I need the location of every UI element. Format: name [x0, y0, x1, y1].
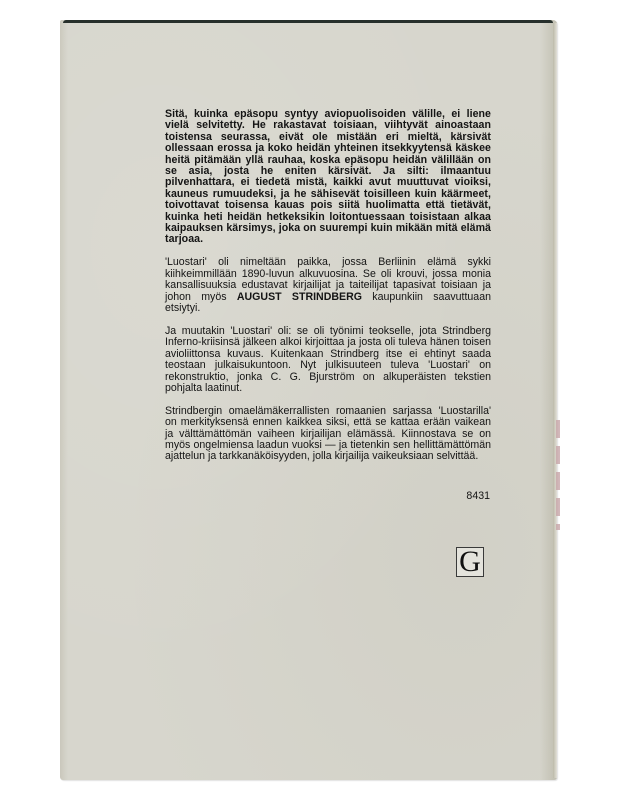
catalog-number: 8431 — [466, 490, 490, 502]
spine-edge-marks — [556, 420, 560, 530]
blurb-paragraph-2-end: kaupunkiin saavuttuaan etsiytyi. — [165, 290, 491, 314]
blurb-paragraph-2-start: 'Luostari' oli nimeltään paikka, jossa Berliinin elämä sykki kiihkeimmillään 1890-luvun alkuvuosina. Se oli krouvi, jossa monia kansallisuuksia edustavat kirjailijat ja taiteilijat tapasivat toisiaan ja johon myös — [165, 256, 491, 303]
cover-right-edge — [553, 23, 557, 778]
blurb-paragraph-3: Ja muutakin 'Luostari' oli: se oli työnimi teokselle, jota Strindberg Inferno-kriisinsä jälkeen alkoi kirjoittaa ja josta oli tuleva hänen toisen avioliittonsa kuvaus. Kuitenkaan Strindberg itse ei ehtinyt saada teostaan julkaisukuntoon. Nyt julkisuuteen tuleva 'Luostari' on rekonstruktio, jonka C. G. Bjurström on alkuperäisten tekstien pohjalta laatinut. — [165, 324, 491, 394]
publisher-logo-letter: G — [459, 545, 481, 578]
author-name: AUGUST STRINDBERG — [236, 290, 362, 303]
publisher-logo-g-icon — [456, 547, 484, 577]
blurb-paragraph-4: Strindbergin omaelämäkerrallisten romaanien sarjassa 'Luostarilla' on merkityksensä ennen kaikkea siksi, että se kattaa erään vaikean ja välttämättömän vaiheen kirjailijan elämässä. Kiinnostava se on myös ongelmiensa laadun vuoksi — ja tietenkin sen hellittämättömän ajattelun ja tarkkanäköisyyden, jolla kirjailija vaikeuksiaan selvittää. — [165, 404, 491, 463]
blurb-text — [165, 109, 491, 474]
blurb-paragraph-1: Sitä, kuinka epäsopu syntyy aviopuolisoiden välille, ei liene vielä selvitetty. He rakastavat toisiaan, viihtyvät ainoastaan toistensa seurassa, eivät ole mistään eri mieltä, kärsivät ollessaan erossa ja koko heidän yhteinen itsekkyytensä käskee heitä pitämään yllä rauhaa, koska epäsopu heidän välillään on se asia, josta he eniten kärsivät. Ja silti: ilmaantuu pilvenhattara, ei tiedetä mistä, kaikki avut muuttuvat vioiksi, kauneus rumuudeksi, ja he sähisevät toisilleen kuin käärmeet, toivottavat toisensa kauas pois siitä huolimatta että tietävät, kuinka heti heidän hetkeksikin loitontuessaan toisistaan alkaa kaipauksen kärsimys, joka on suurempi kuin mikään mitä elämä tarjoaa. — [165, 108, 491, 246]
blurb-paragraph-2 — [165, 257, 491, 314]
cover-top-edge — [63, 20, 553, 23]
